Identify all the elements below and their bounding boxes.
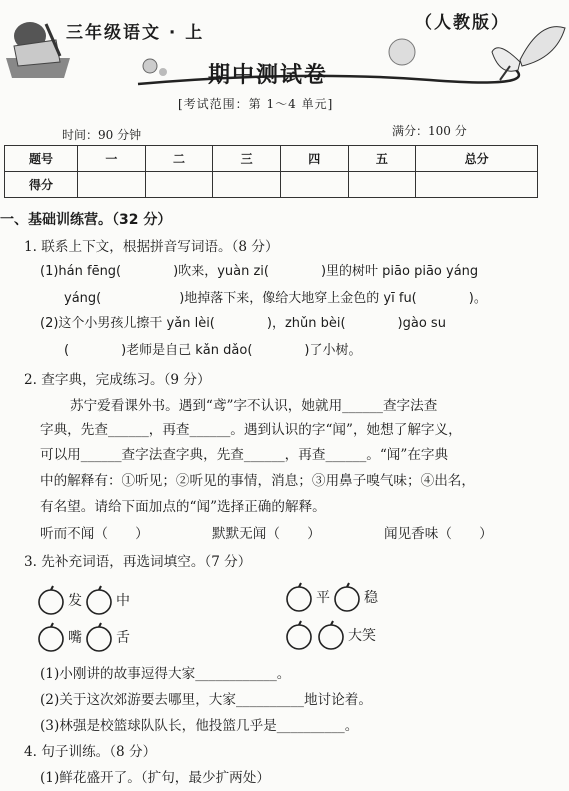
bubble-icon bbox=[159, 68, 167, 76]
apple-blank-icon[interactable] bbox=[84, 622, 114, 652]
score-input-cell[interactable] bbox=[213, 172, 281, 198]
score-table-cell: 二 bbox=[145, 146, 213, 172]
choice-item: 闻见香味（ ） bbox=[384, 526, 493, 542]
bubble-icon bbox=[143, 59, 157, 73]
bubble-icon bbox=[389, 39, 415, 65]
apple-blank-icon[interactable] bbox=[332, 582, 362, 612]
idiom-char: 稳 bbox=[364, 590, 378, 606]
fill-line: (2)关于这次郊游要去哪里，大家__________地讨论着。 bbox=[40, 692, 372, 708]
section-title: 一、基础训练营。（32 分） bbox=[0, 212, 172, 228]
question-line: yáng( )地掉落下来，像给大地穿上金色的 yī fu( )。 bbox=[64, 291, 487, 306]
reading-boy-illustration bbox=[6, 22, 70, 78]
question-title: 2. 查字典，完成练习。（9 分） bbox=[24, 372, 211, 388]
question-line: ( )老师是自己 kǎn dǎo( )了小树。 bbox=[64, 343, 362, 358]
idiom-blank-group bbox=[36, 622, 130, 652]
question-line: 有名望。请给下面加点的“闻”选择正确的解释。 bbox=[40, 499, 326, 515]
apple-blank-icon[interactable] bbox=[84, 585, 114, 615]
question-line: 可以用______查字法查字典，先查______，再查______。“闻”在字典 bbox=[40, 447, 449, 463]
question-line: (2)这个小男孩儿擦干 yǎn lèi( )，zhǔn bèi( )gào su bbox=[40, 316, 446, 331]
question-title: 4. 句子训练。（8 分） bbox=[24, 744, 157, 760]
question-line: (1)hán fēng( )吹来，yuàn zi( )里的树叶 piāo piāo yáng bbox=[40, 264, 479, 279]
idiom-char: 嘴 bbox=[68, 630, 82, 646]
idiom-blank-group bbox=[284, 620, 376, 650]
idiom-char: 发 bbox=[68, 593, 82, 609]
apple-blank-icon[interactable] bbox=[36, 585, 66, 615]
edition-label: （人教版） bbox=[415, 13, 510, 33]
score-table-cell: 总分 bbox=[416, 146, 538, 172]
apple-blank-icon[interactable] bbox=[36, 622, 66, 652]
apple-blank-icon[interactable] bbox=[284, 620, 314, 650]
fill-line: (1)小刚讲的故事逗得大家____________。 bbox=[40, 666, 291, 682]
full-score: 满分：100 分 bbox=[392, 124, 467, 138]
apple-blank-icon[interactable] bbox=[316, 620, 346, 650]
score-table-cell: 三 bbox=[213, 146, 281, 172]
score-input-cell[interactable] bbox=[348, 172, 416, 198]
idiom-char: 平 bbox=[316, 590, 330, 606]
score-table-cell: 五 bbox=[348, 146, 416, 172]
question-line: (1)鲜花盛开了。（扩句，最少扩两处） bbox=[40, 770, 270, 786]
choice-item: 默默无闻（ ） bbox=[212, 526, 321, 542]
score-table-cell: 题号 bbox=[5, 146, 78, 172]
score-input-cell[interactable] bbox=[145, 172, 213, 198]
score-table-cell: 四 bbox=[280, 146, 348, 172]
idiom-char: 大笑 bbox=[348, 628, 376, 644]
idiom-char: 中 bbox=[116, 593, 130, 609]
score-table-cell: 一 bbox=[78, 146, 146, 172]
exam-range: [考试范围：第 1～4 单元] bbox=[178, 97, 334, 111]
score-table-score-row bbox=[5, 172, 538, 198]
grade-label: 三年级语文 · 上 bbox=[66, 23, 205, 43]
score-input-cell[interactable] bbox=[416, 172, 538, 198]
question-title: 1. 联系上下文，根据拼音写词语。（8 分） bbox=[24, 239, 279, 255]
score-input-cell[interactable] bbox=[78, 172, 146, 198]
score-table bbox=[4, 145, 538, 198]
question-line: 中的解释有：①听见；②听见的事情，消息；③用鼻子嗅气味；④出名， bbox=[40, 473, 475, 489]
score-input-cell[interactable] bbox=[280, 172, 348, 198]
butterfly-illustration bbox=[492, 27, 565, 80]
title-swoosh bbox=[138, 60, 519, 84]
fill-line: (3)林强是校篮球队队长，他投篮几乎是__________。 bbox=[40, 718, 359, 734]
idiom-blank-group bbox=[36, 585, 130, 615]
question-line: 苏宁爱看课外书。遇到“鸢”字不认识，她就用______查字法查 bbox=[70, 398, 438, 414]
idiom-blank-group bbox=[284, 582, 378, 612]
page-title: 期中测试卷 bbox=[208, 63, 329, 88]
question-line: 字典，先查______，再查______。遇到认识的字“闻”，她想了解字义， bbox=[40, 422, 462, 438]
question-title: 3. 先补充词语，再选词填空。（7 分） bbox=[24, 554, 252, 570]
choice-item: 听而不闻（ ） bbox=[40, 526, 149, 542]
score-table-cell: 得分 bbox=[5, 172, 78, 198]
score-table-header-row bbox=[5, 146, 538, 172]
idiom-char: 舌 bbox=[116, 630, 130, 646]
apple-blank-icon[interactable] bbox=[284, 582, 314, 612]
exam-time: 时间：90 分钟 bbox=[62, 128, 142, 142]
